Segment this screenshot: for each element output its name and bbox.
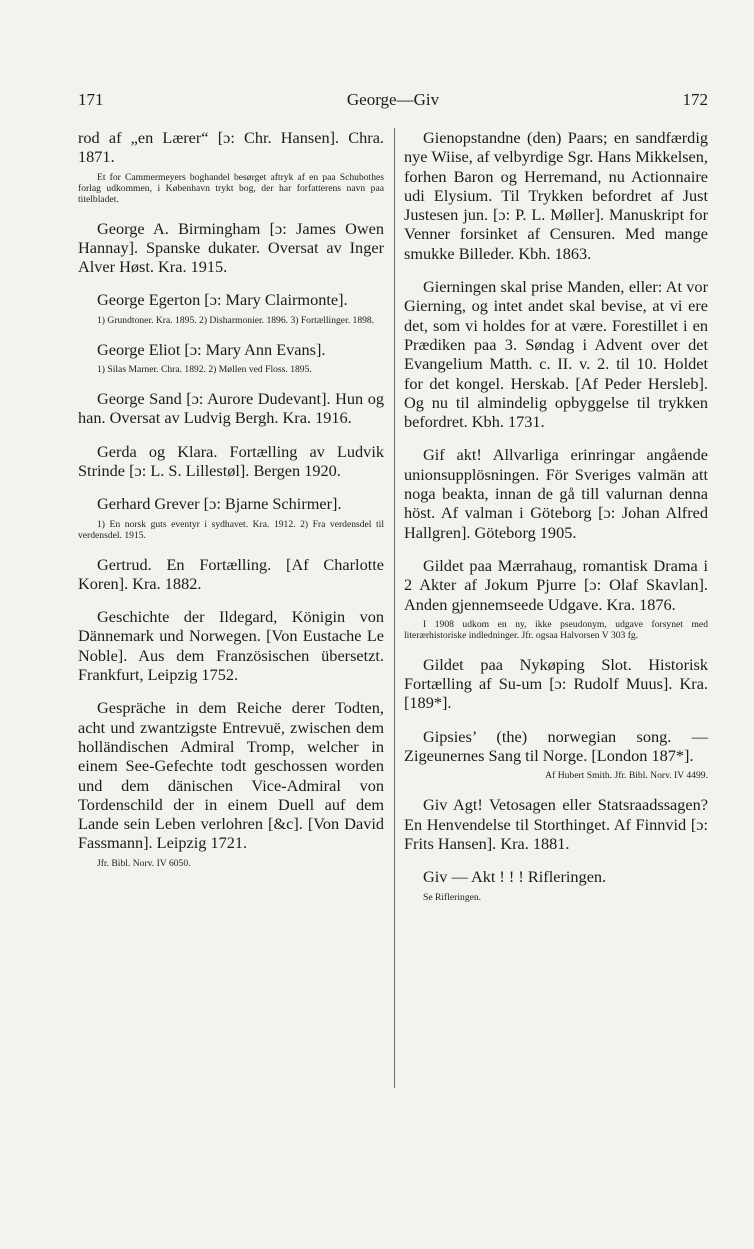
running-title: George—Giv [346, 90, 440, 109]
left-page-number: 171 [78, 90, 104, 109]
entry [404, 655, 708, 713]
entry [78, 128, 384, 205]
entry-text: Gildet paa Nykøping Slot. Historisk Fortælling af Su-um [ɔ: Rudolf Muus]. Kra. [189*]. [404, 654, 708, 713]
entry [404, 867, 708, 902]
entry [78, 555, 384, 594]
entry-note: Se Rifleringen. [423, 891, 482, 903]
entry-text: Gerhard Grever [ɔ: Bjarne Schirmer]. [97, 494, 342, 514]
entry [404, 795, 708, 853]
left-column [78, 128, 384, 883]
page-header [78, 90, 708, 114]
entry-note: 1) En norsk guts eventyr i sydhavet. Kra. 1912. 2) Fra verdensdel til verdensdel. 1915. [78, 518, 384, 541]
entry-text: George Eliot [ɔ: Mary Ann Evans]. [97, 339, 326, 359]
entry-text: Gipsies’ (the) norwegian song. — Zigeunernes Sang til Norge. [London 187*]. [404, 726, 708, 766]
entry-note: I 1908 udkom en ny, ikke pseudonym, udgave forsynet med literærhistoriske indledninger. Jfr. ogsaa Halvorsen V 303 fg. [404, 618, 708, 641]
entry [78, 698, 384, 868]
entry-note: Et for Cammermeyers boghandel besørget aftryk af en paa Schubothes forlag udkommen, i København trykt bog, der har forfatterens navn paa titelbladet. [78, 171, 384, 205]
entry-note: Jfr. Bibl. Norv. IV 6050. [97, 857, 191, 869]
entry-note: Af Hubert Smith. Jfr. Bibl. Norv. IV 4499. [545, 770, 708, 782]
entry [78, 290, 384, 325]
entry-text: Geschichte der Ildegard, Königin von Dännemark und Norwegen. [Von Eustache Le Noble]. Aus dem Französischen übersetzt. Frankfurt, Leipzig 1752. [78, 607, 384, 685]
entry-text: Gerda og Klara. Fortælling av Ludvik Strinde [ɔ: L. S. Lillestøl]. Bergen 1920. [78, 441, 384, 480]
entry-text: George Egerton [ɔ: Mary Clairmonte]. [97, 290, 348, 310]
right-column [404, 128, 708, 917]
entry-text: rod af „en Lærer“ [ɔ: Chr. Hansen]. Chra. 1871. [78, 128, 384, 167]
entry-text: Gespräche in dem Reiche derer Todten, acht und zwantzigste Entrevuë, zwischen dem holländischen Admiral Tromp, welcher in einem See-Gefechte todt geschossen worden und dem dänischen Vice-Admiral von Tordenschild der in einem Duell auf dem Lande sein Leben verlohren [&c]. [Von David Fassmann]. Leipzig 1721. [78, 698, 384, 853]
entry-text: George A. Birmingham [ɔ: James Owen Hannay]. Spanske dukater. Oversat av Inger Alver Høst. Kra. 1915. [78, 218, 384, 277]
entry-text: Gienopstandne (den) Paars; en sandfærdig nye Wiise, af velbyrdige Sgr. Hans Mikkelsen, forhen Baron og Herremand, nu Actionnaire udi Elysium. Til Trykken befordret af Just Justesen jun. [ɔ: P. L. Møller]. Manuskript for Venner forsinket af Censuren. Med mange smukke Billeder. Kbh. 1863. [404, 128, 708, 263]
entry [404, 445, 708, 541]
entry [78, 219, 384, 277]
entry [78, 442, 384, 481]
entry [78, 494, 384, 540]
entry-note: 1) Grundtoner. Kra. 1895. 2) Disharmonier. 1896. 3) Fortællinger. 1898. [97, 314, 375, 326]
entry-text: Gif akt! Allvarliga erinringar angående unionsupplösningen. För Sveriges valmän att noga beakta, innan de gå till valurnan denna höst. Af valman i Göteborg [ɔ: Johan Alfred Hallgren]. Göteborg 1905. [404, 445, 708, 542]
entry-text: George Sand [ɔ: Aurore Dudevant]. Hun og han. Oversat av Ludvig Bergh. Kra. 1916. [78, 389, 384, 428]
entry-text: Gierningen skal prise Manden, eller: At vor Gierning, og intet andet skal bevise, at vi ere det, som vi holdes for at være. Forestillet i en Prædiken paa 3. Søndag i Advent over det Evangelium Matth. c. II. v. 2. til 10. Holdet for det kongel. Herskab. [Af Peder Hersleb]. Og nu til almindelig opbyggelse til trykken befordret. Kbh. 1731. [404, 277, 708, 432]
entry [404, 556, 708, 641]
entry-text: Giv — Akt ! ! ! Rifleringen. [423, 867, 607, 887]
entry-text: Gertrud. En Fortælling. [Af Charlotte Koren]. Kra. 1882. [78, 554, 384, 593]
column-divider [394, 128, 395, 1088]
entry [78, 607, 384, 684]
entry-text: Gildet paa Mærrahaug, romantisk Drama i 2 Akter af Jokum Pjurre [ɔ: Olaf Skavlan]. Anden gjennemseede Udgave. Kra. 1876. [404, 555, 708, 614]
entry-text: Giv Agt! Vetosagen eller Statsraadssagen? En Henvendelse til Storthinget. Af Finnvid [ɔ: Frits Hansen]. Kra. 1881. [404, 795, 708, 853]
entry [404, 128, 708, 263]
right-page-number: 172 [682, 90, 708, 109]
entry-note: 1) Silas Marner. Chra. 1892. 2) Møllen ved Floss. 1895. [97, 364, 312, 376]
entry [404, 727, 708, 782]
entry [78, 389, 384, 428]
entry [78, 340, 384, 375]
entry [404, 277, 708, 431]
